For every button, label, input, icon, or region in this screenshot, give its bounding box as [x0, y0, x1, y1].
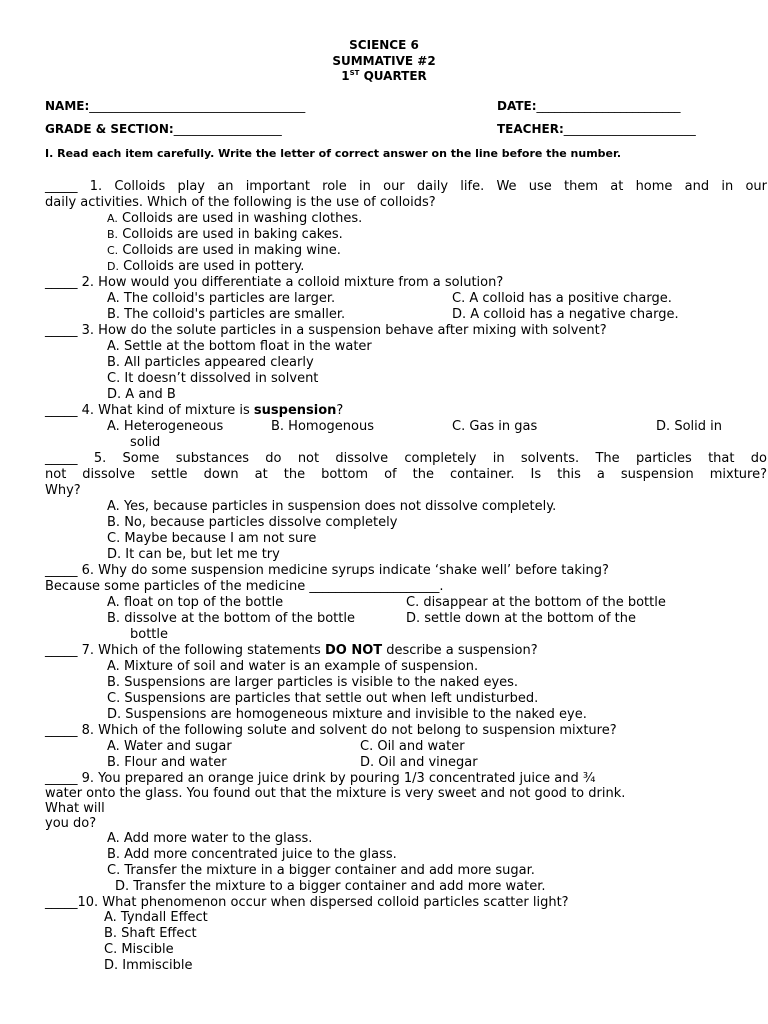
question-2: _____ 2. How would you differentiate a colloid mixture from a solution? [45, 275, 504, 290]
q3-option-a[interactable]: A. Settle at the bottom float in the water [107, 339, 372, 354]
q3-option-d[interactable]: D. A and B [107, 387, 176, 402]
question-6-line-2: Because some particles of the medicine ____________________. [45, 579, 444, 594]
q6-option-c[interactable]: C. disappear at the bottom of the bottle [406, 595, 666, 610]
q2-option-b[interactable]: B. The colloid's particles are smaller. [107, 307, 346, 322]
question-1-line-2: daily activities. Which of the following is the use of colloids? [45, 195, 436, 210]
q7-option-b[interactable]: B. Suspensions are larger particles is visible to the naked eyes. [107, 675, 519, 690]
question-10: _____10. What phenomenon occur when dispersed colloid particles scatter light? [45, 895, 569, 910]
question-3: _____ 3. How do the solute particles in a suspension behave after mixing with solvent? [45, 323, 607, 338]
q5-option-a[interactable]: A. Yes, because particles in suspension does not dissolve completely. [107, 499, 557, 514]
q1-option-a[interactable]: A. Colloids are used in washing clothes. [107, 211, 363, 226]
question-4: _____ 4. What kind of mixture is suspension? [45, 403, 344, 418]
q3-option-c[interactable]: C. It doesn’t dissolved in solvent [107, 371, 319, 386]
q4-option-d[interactable]: D. Solid in [656, 419, 722, 434]
q5-option-c[interactable]: C. Maybe because I am not sure [107, 531, 317, 546]
subject-title: SCIENCE 6 [349, 38, 419, 52]
q2-option-c[interactable]: C. A colloid has a positive charge. [452, 291, 672, 306]
q7-option-c[interactable]: C. Suspensions are particles that settle out when left undisturbed. [107, 691, 539, 706]
name-field[interactable]: NAME:____________________________________ [45, 99, 306, 113]
teacher-field[interactable]: TEACHER:______________________ [497, 122, 696, 136]
q6-option-d-cont: bottle [130, 627, 169, 642]
q3-option-b[interactable]: B. All particles appeared clearly [107, 355, 314, 370]
q10-option-c[interactable]: C. Miscible [104, 942, 174, 957]
q4-option-d-cont: solid [130, 435, 161, 450]
question-1-line-1: _____ 1. Colloids play an important role in our daily life. We use them at home and in our [45, 179, 767, 194]
q1-option-b[interactable]: B. Colloids are used in baking cakes. [107, 227, 343, 242]
q8-option-b[interactable]: B. Flour and water [107, 755, 227, 770]
question-9-line-2: water onto the glass. You found out that the mixture is very sweet and not good to drink. [45, 786, 626, 801]
q6-option-a[interactable]: A. float on top of the bottle [107, 595, 284, 610]
question-9-line-3: What will [45, 801, 105, 816]
q9-option-b[interactable]: B. Add more concentrated juice to the glass. [107, 847, 397, 862]
question-5-line-3: Why? [45, 483, 81, 498]
q4-option-b[interactable]: B. Homogenous [271, 419, 374, 434]
q1-option-d[interactable]: D. Colloids are used in pottery. [107, 259, 305, 274]
q8-option-a[interactable]: A. Water and sugar [107, 739, 232, 754]
q8-option-c[interactable]: C. Oil and water [360, 739, 465, 754]
q6-option-d[interactable]: D. settle down at the bottom of the [406, 611, 637, 626]
q9-option-c[interactable]: C. Transfer the mixture in a bigger container and add more sugar. [107, 863, 535, 878]
grade-section-field[interactable]: GRADE & SECTION:__________________ [45, 122, 282, 136]
date-field[interactable]: DATE:________________________ [497, 99, 681, 113]
q9-option-d[interactable]: D. Transfer the mixture to a bigger container and add more water. [115, 879, 546, 894]
question-9-line-4: you do? [45, 816, 97, 831]
q8-option-d[interactable]: D. Oil and vinegar [360, 755, 478, 770]
question-8: _____ 8. Which of the following solute and solvent do not belong to suspension mixture? [45, 723, 617, 738]
instructions: I. Read each item carefully. Write the letter of correct answer on the line before the number. [45, 147, 622, 160]
q2-option-a[interactable]: A. The colloid's particles are larger. [107, 291, 336, 306]
question-9-line-1: _____ 9. You prepared an orange juice drink by pouring 1/3 concentrated juice and ¾ [45, 771, 596, 786]
summative-title: SUMMATIVE #2 [332, 54, 436, 68]
q4-option-a[interactable]: A. Heterogeneous [107, 419, 224, 434]
question-7: _____ 7. Which of the following statements DO NOT describe a suspension? [45, 643, 538, 658]
q7-option-a[interactable]: A. Mixture of soil and water is an example of suspension. [107, 659, 479, 674]
q10-option-a[interactable]: A. Tyndall Effect [104, 910, 208, 925]
q10-option-d[interactable]: D. Immiscible [104, 958, 193, 973]
q4-option-c[interactable]: C. Gas in gas [452, 419, 538, 434]
question-5-line-1: _____ 5. Some substances do not dissolve completely in solvents. The particles that do [45, 451, 768, 466]
q5-option-d[interactable]: D. It can be, but let me try [107, 547, 280, 562]
question-6-line-1: _____ 6. Why do some suspension medicine syrups indicate ‘shake well’ before taking? [45, 563, 609, 578]
quarter-title: 1ST QUARTER [341, 69, 427, 83]
question-5-line-2: not dissolve settle down at the bottom of the container. Is this a suspension mixture? [45, 467, 767, 482]
q2-option-d[interactable]: D. A colloid has a negative charge. [452, 307, 679, 322]
q6-option-b[interactable]: B. dissolve at the bottom of the bottle [107, 611, 355, 626]
q9-option-a[interactable]: A. Add more water to the glass. [107, 831, 313, 846]
q1-option-c[interactable]: C. Colloids are used in making wine. [107, 243, 341, 258]
q10-option-b[interactable]: B. Shaft Effect [104, 926, 197, 941]
q5-option-b[interactable]: B. No, because particles dissolve completely [107, 515, 398, 530]
q7-option-d[interactable]: D. Suspensions are homogeneous mixture and invisible to the naked eye. [107, 707, 587, 722]
